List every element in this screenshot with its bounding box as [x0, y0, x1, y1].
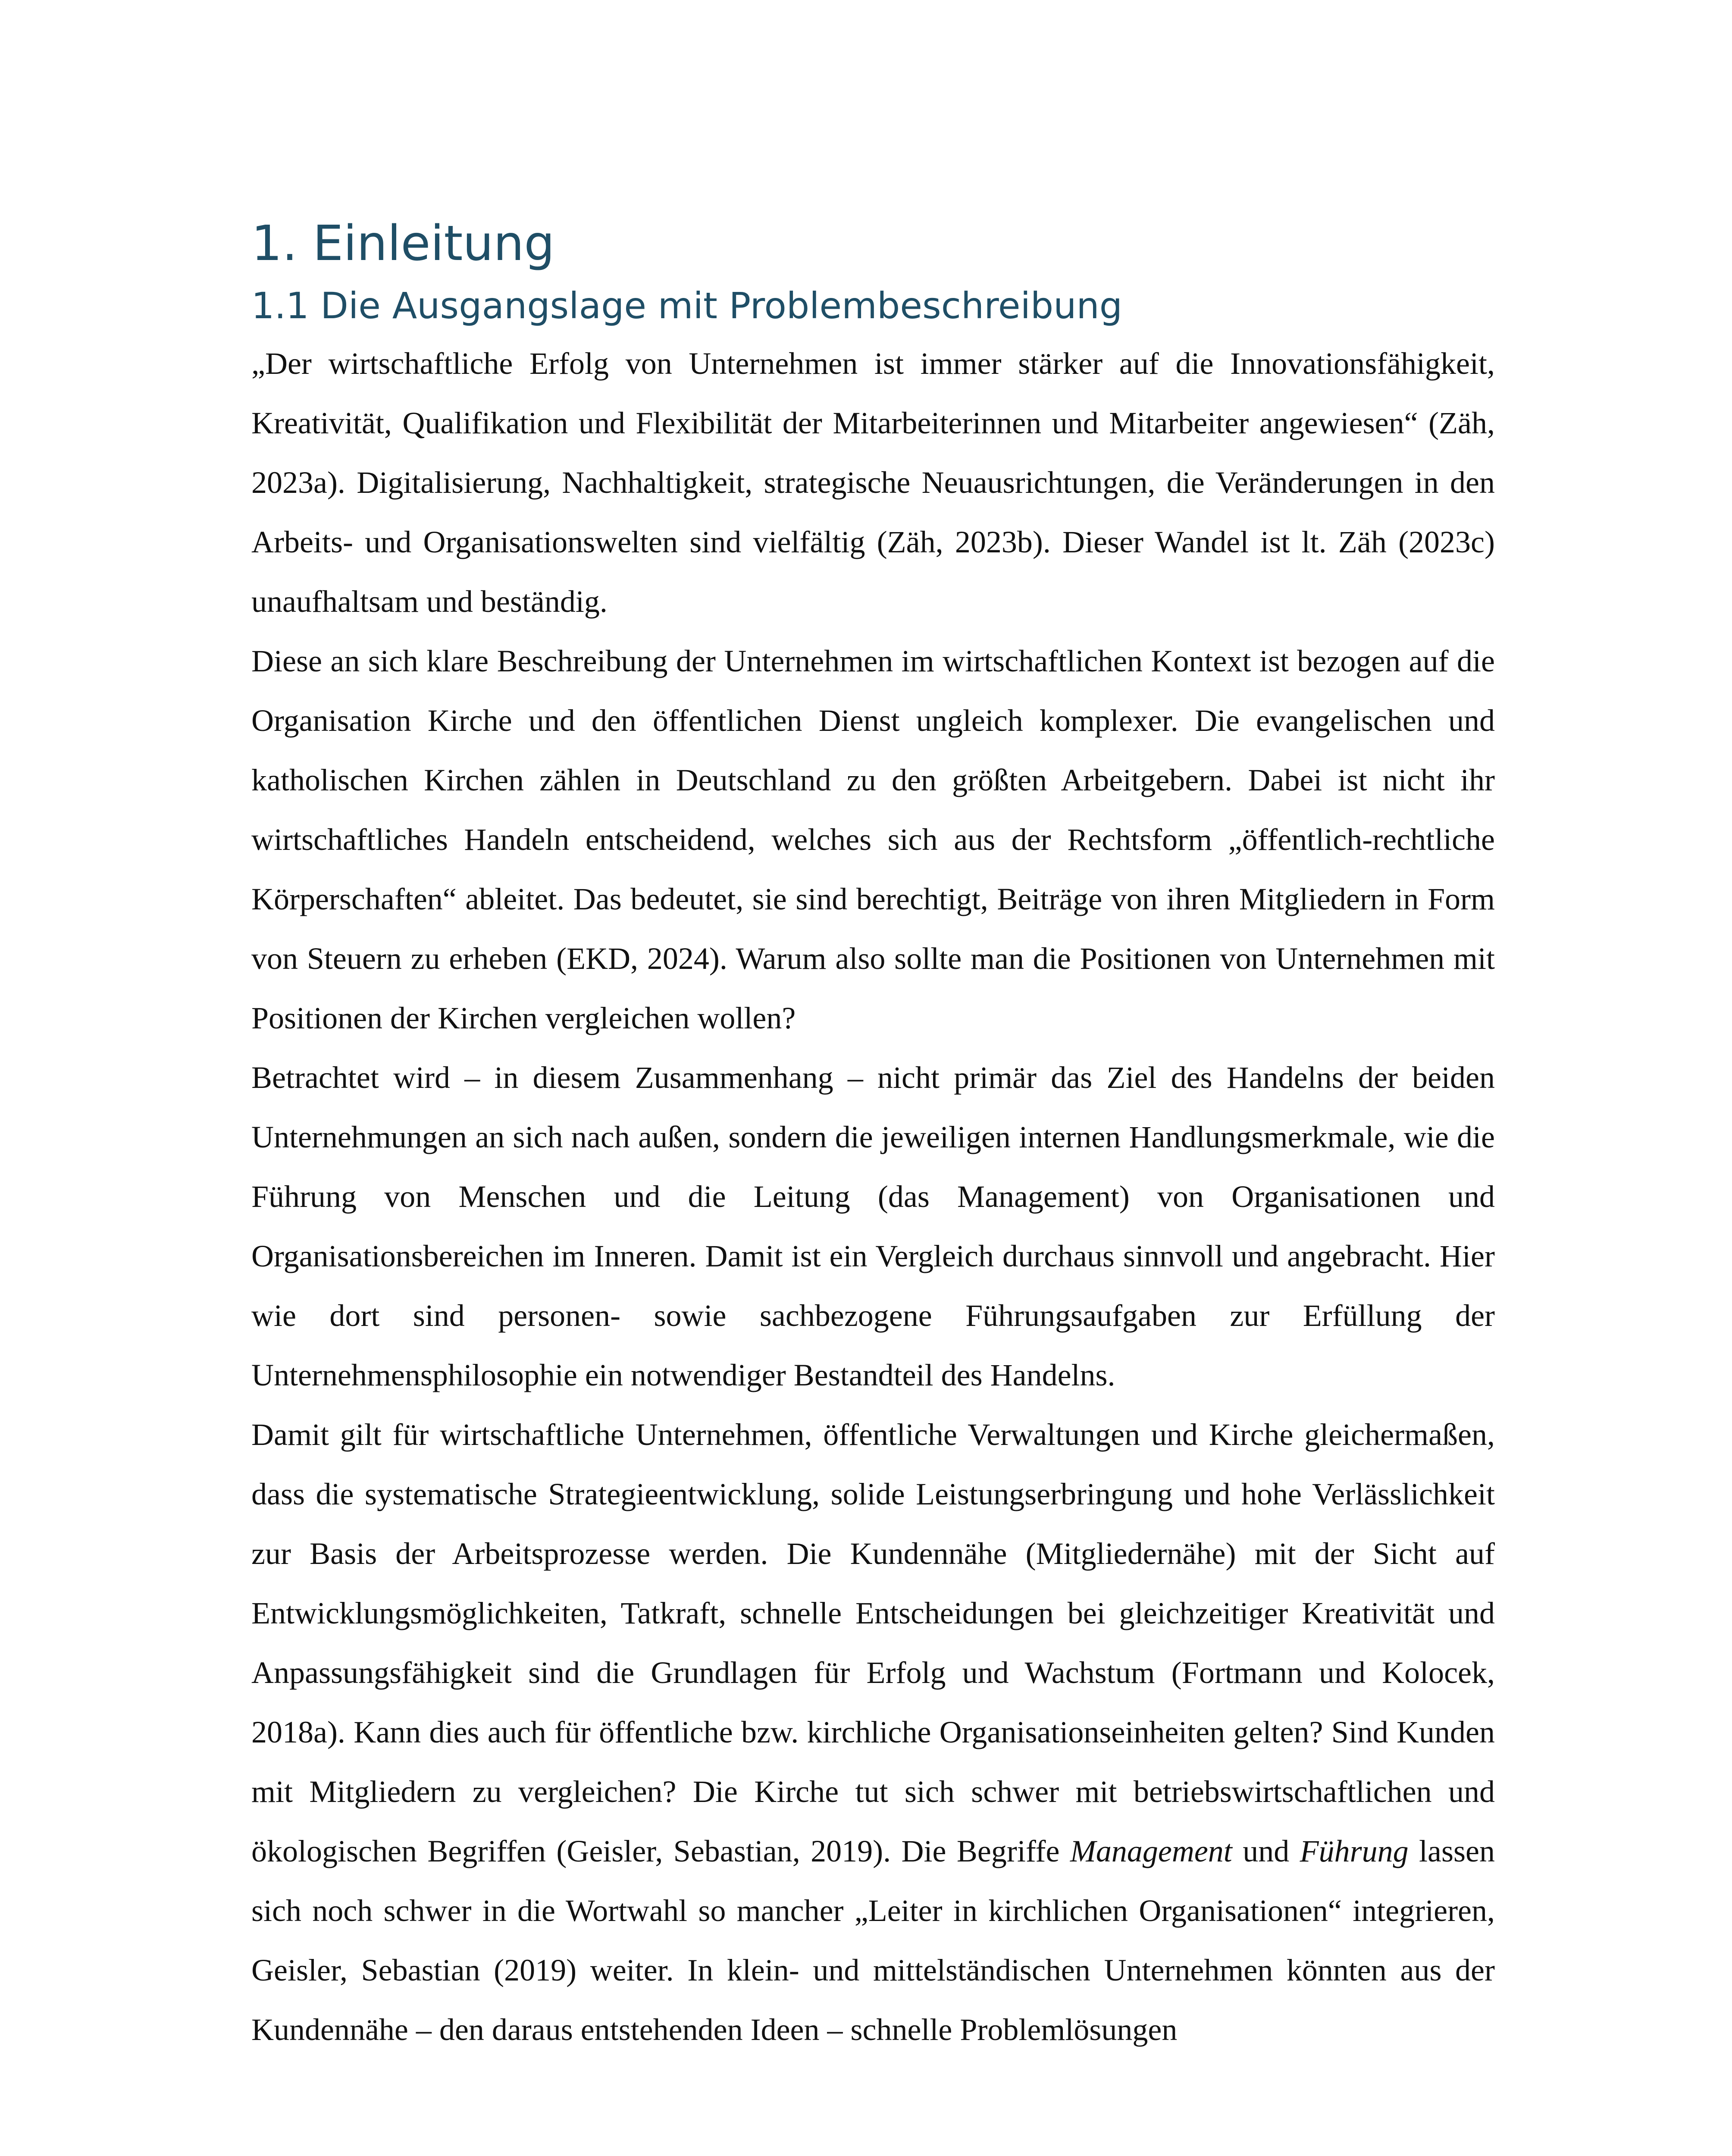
paragraph-4-part-1: Damit gilt für wirtschaftliche Unternehmen, öffentliche Verwaltungen und Kirche gleichermaßen, dass die systematische Strategieentwicklung, solide Leistungserbringung und hohe Verlässlichkeit zur Basis der Arbeitsprozesse werden. Die Kundennähe (Mitgliedernähe) mit der Sicht auf Entwicklungsmöglichkeiten, Tatkraft, schnelle Entscheidungen bei gleichzeitiger Kreativität und Anpassungsfähigkeit sind die Grundlagen für Erfolg und Wachstum (Fortmann und Kolocek, 2018a). Kann dies auch für öffentliche bzw. kirchliche Organisationseinheiten gelten? Sind Kunden mit Mitgliedern zu vergleichen? Die Kirche tut sich schwer mit betriebswirtschaftlichen und ökologischen Begriffen (Geisler, Sebastian, 2019). Die Begriffe: [251, 1417, 1495, 1868]
paragraph-4-part-3: lassen sich noch schwer in die Wortwahl so mancher „Leiter in kirchlichen Organisationen“ integrieren, Geisler, Sebastian (2019) weiter. In klein- und mittelständischen Unternehmen könnten aus der Kundennähe – den daraus entstehenden Ideen – schnelle Problemlösungen: [251, 1834, 1495, 2047]
term-management: Management: [1070, 1834, 1232, 1868]
paragraph-1: „Der wirtschaftliche Erfolg von Unternehmen ist immer stärker auf die Innovationsfähigkeit, Kreativität, Qualifikation und Flexibilität der Mitarbeiterinnen und Mitarbeiter angewiesen“ (Zäh, 2023a). Digitalisierung, Nachhaltigkeit, strategische Neuausrichtungen, die Veränderungen in den Arbeits- und Organisationswelten sind vielfältig (Zäh, 2023b). Dieser Wandel ist lt. Zäh (2023c) unaufhaltsam und beständig.: [251, 346, 1495, 619]
body-text: [251, 334, 1495, 2059]
paragraph-3: Betrachtet wird – in diesem Zusammenhang – nicht primär das Ziel des Handelns der beiden Unternehmungen an sich nach außen, sondern die jeweiligen internen Handlungsmerkmale, wie die Führung von Menschen und die Leitung (das Management) von Organisationen und Organisationsbereichen im Inneren. Damit ist ein Vergleich durchaus sinnvoll und angebracht. Hier wie dort sind personen- sowie sachbezogene Führungsaufgaben zur Erfüllung der Unternehmensphilosophie ein notwendiger Bestandteil des Handelns.: [251, 1060, 1495, 1392]
paragraph-2: Diese an sich klare Beschreibung der Unternehmen im wirtschaftlichen Kontext ist bezogen auf die Organisation Kirche und den öffentlichen Dienst ungleich komplexer. Die evangelischen und katholischen Kirchen zählen in Deutschland zu den größten Arbeitgebern. Dabei ist nicht ihr wirtschaftliches Handeln entscheidend, welches sich aus der Rechtsform „öffentlich-rechtliche Körperschaften“ ableitet. Das bedeutet, sie sind berechtigt, Beiträge von ihren Mitgliedern in Form von Steuern zu erheben (EKD, 2024). Warum also sollte man die Positionen von Unternehmen mit Positionen der Kirchen vergleichen wollen?: [251, 644, 1495, 1035]
section-heading: 1.1 Die Ausgangslage mit Problembeschreibung: [251, 285, 1123, 327]
paragraph-4-part-2: und: [1232, 1834, 1300, 1868]
chapter-heading: 1. Einleitung: [251, 216, 555, 272]
term-fuehrung: Führung: [1300, 1834, 1409, 1868]
paragraph-4: [251, 1405, 1495, 2059]
page-content: [251, 211, 1495, 2059]
